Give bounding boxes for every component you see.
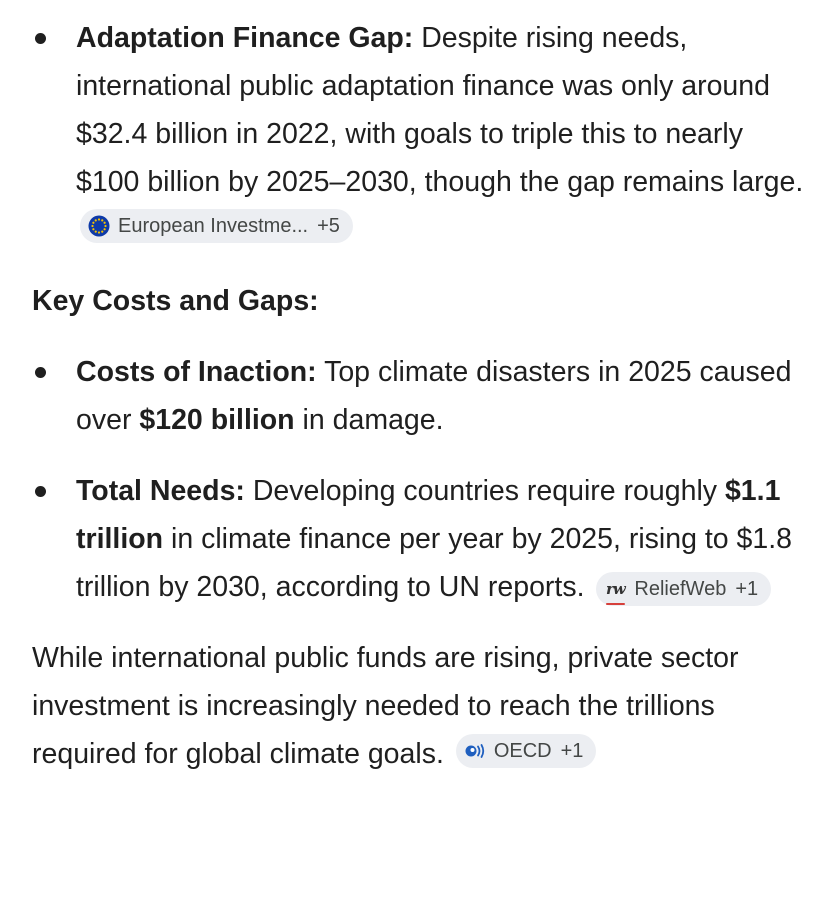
closing-paragraph xyxy=(32,634,812,778)
item-text: Top climate disasters in 2025 caused over xyxy=(76,356,792,436)
adaptation-list xyxy=(32,14,812,254)
source-chip-reliefweb[interactable] xyxy=(596,572,771,606)
list-item-total-needs xyxy=(32,467,812,611)
source-name: OECD xyxy=(493,740,552,762)
reliefweb-logo-icon: rw xyxy=(603,577,627,601)
item-text: in climate finance per year by 2025, rising to $1.8 trillion by 2030, according to UN reports. xyxy=(76,523,793,603)
section-heading: Key Costs and Gaps: xyxy=(32,285,319,317)
bullet-icon xyxy=(35,486,46,497)
source-count: +5 xyxy=(317,215,340,237)
item-text: Developing countries require roughly xyxy=(244,475,725,507)
source-chip-european-investment[interactable] xyxy=(80,209,353,243)
closing-text: While international public funds are rising, private sector investment is increasingly needed to reach the trillions required for global climate goals. xyxy=(32,642,739,770)
bullet-icon xyxy=(35,367,46,378)
item-label: Costs of Inaction: xyxy=(76,356,317,388)
costs-list xyxy=(32,348,812,611)
bullet-icon xyxy=(35,33,46,44)
item-text: in damage. xyxy=(294,404,444,436)
source-count: +1 xyxy=(735,578,759,600)
item-highlight: $1.1 trillion xyxy=(76,475,781,555)
item-label: Total Needs: xyxy=(76,475,245,507)
source-chip-oecd[interactable] xyxy=(456,734,597,768)
oecd-logo-icon xyxy=(463,739,487,763)
response-content xyxy=(32,14,812,778)
item-label: Adaptation Finance Gap: xyxy=(76,22,414,54)
item-text: Despite rising needs, international public adaptation finance was only around $32.4 billion in 2022, with goals to triple this to nearly $100 billion by 2025–2030, though the gap remains large. xyxy=(76,22,804,198)
item-highlight: $120 billion xyxy=(139,404,295,436)
source-name: ReliefWeb xyxy=(634,578,727,600)
list-item-adaptation-finance-gap xyxy=(32,14,812,254)
source-count: +1 xyxy=(560,740,584,762)
source-name: European Investme... xyxy=(118,215,309,237)
list-item-costs-of-inaction xyxy=(32,348,812,444)
eu-flag-icon xyxy=(87,214,111,238)
